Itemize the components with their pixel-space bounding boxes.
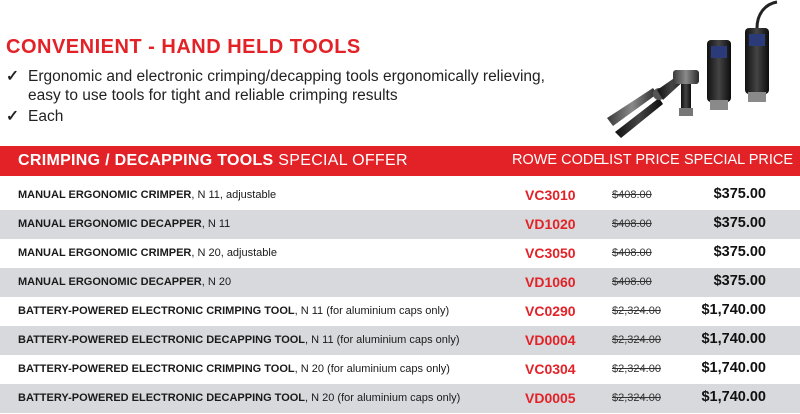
list-price: $408.00 — [612, 189, 652, 201]
product-detail: , N 11 (for aluminium caps only) — [305, 334, 460, 346]
product-description — [18, 276, 231, 288]
rowe-code: VD0004 — [525, 332, 576, 348]
product-name: MANUAL ERGONOMIC CRIMPER — [18, 247, 192, 259]
crimping-tools-image — [595, 0, 800, 140]
product-name: MANUAL ERGONOMIC CRIMPER — [18, 189, 192, 201]
product-description — [18, 189, 276, 201]
list-price: $408.00 — [612, 218, 652, 230]
rowe-code: VC3050 — [525, 245, 576, 261]
list-price: $408.00 — [612, 276, 652, 288]
section-title: CONVENIENT - HAND HELD TOOLS — [6, 36, 361, 58]
product-name: BATTERY-POWERED ELECTRONIC CRIMPING TOOL — [18, 305, 295, 317]
special-price: $375.00 — [713, 244, 766, 260]
product-description — [18, 334, 460, 346]
product-detail: , N 20 — [201, 276, 232, 288]
special-price: $375.00 — [713, 273, 766, 289]
special-price: $1,740.00 — [701, 331, 766, 347]
rowe-code: VC0304 — [525, 361, 576, 377]
product-description — [18, 392, 460, 404]
table-row — [0, 384, 800, 413]
rowe-code: VD0005 — [525, 390, 576, 406]
checkmark-icon: ✓ — [6, 68, 19, 85]
product-detail: , N 20 (for aluminium caps only) — [305, 392, 461, 404]
checkmark-icon: ✓ — [6, 108, 19, 125]
table-row — [0, 297, 800, 326]
table-title — [18, 152, 408, 170]
table-row — [0, 326, 800, 355]
product-detail: , N 20 (for aluminium caps only) — [294, 363, 450, 375]
table-row — [0, 355, 800, 384]
product-description — [18, 363, 450, 375]
list-price: $408.00 — [612, 247, 652, 259]
list-price: $2,324.00 — [612, 363, 661, 375]
table-title-main: CRIMPING / DECAPPING TOOLS — [18, 152, 274, 169]
table-row — [0, 210, 800, 239]
table-row — [0, 268, 800, 297]
special-price: $1,740.00 — [701, 302, 766, 318]
product-detail: , N 11 (for aluminium caps only) — [294, 305, 450, 317]
bullet-ergonomic — [6, 67, 545, 87]
table-row — [0, 181, 800, 210]
product-name: MANUAL ERGONOMIC DECAPPER — [18, 218, 202, 230]
column-header-special: SPECIAL PRICE — [684, 152, 794, 168]
bullet-text: Each — [28, 108, 64, 125]
table-row — [0, 239, 800, 268]
special-price: $375.00 — [713, 215, 766, 231]
list-price: $2,324.00 — [612, 305, 661, 317]
product-description — [18, 247, 277, 259]
rowe-code: VC3010 — [525, 187, 576, 203]
special-price: $1,740.00 — [701, 389, 766, 405]
table-title-offer: SPECIAL OFFER — [278, 152, 408, 169]
product-description — [18, 305, 449, 317]
bullet-text-continued: easy to use tools for tight and reliable crimping results — [28, 87, 398, 104]
rowe-code: VD1060 — [525, 274, 576, 290]
product-name: BATTERY-POWERED ELECTRONIC DECAPPING TOOL — [18, 334, 306, 346]
bullet-each — [6, 107, 64, 127]
rowe-code: VC0290 — [525, 303, 576, 319]
product-name: MANUAL ERGONOMIC DECAPPER — [18, 276, 202, 288]
bullet-text: Ergonomic and electronic crimping/decapping tools ergonomically relieving, — [28, 68, 545, 85]
product-name: BATTERY-POWERED ELECTRONIC DECAPPING TOOL — [18, 392, 306, 404]
rowe-code: VD1020 — [525, 216, 576, 232]
product-name: BATTERY-POWERED ELECTRONIC CRIMPING TOOL — [18, 363, 295, 375]
product-detail: , N 11, adjustable — [191, 189, 277, 201]
list-price: $2,324.00 — [612, 392, 661, 404]
special-price: $375.00 — [713, 186, 766, 202]
list-price: $2,324.00 — [612, 334, 661, 346]
product-description — [18, 218, 230, 230]
product-detail: , N 11 — [201, 218, 231, 230]
column-header-list: LIST PRICE — [601, 152, 680, 168]
special-price: $1,740.00 — [701, 360, 766, 376]
table-header — [0, 146, 800, 176]
column-header-code: ROWE CODE — [512, 152, 604, 168]
product-detail: , N 20, adjustable — [191, 247, 277, 259]
